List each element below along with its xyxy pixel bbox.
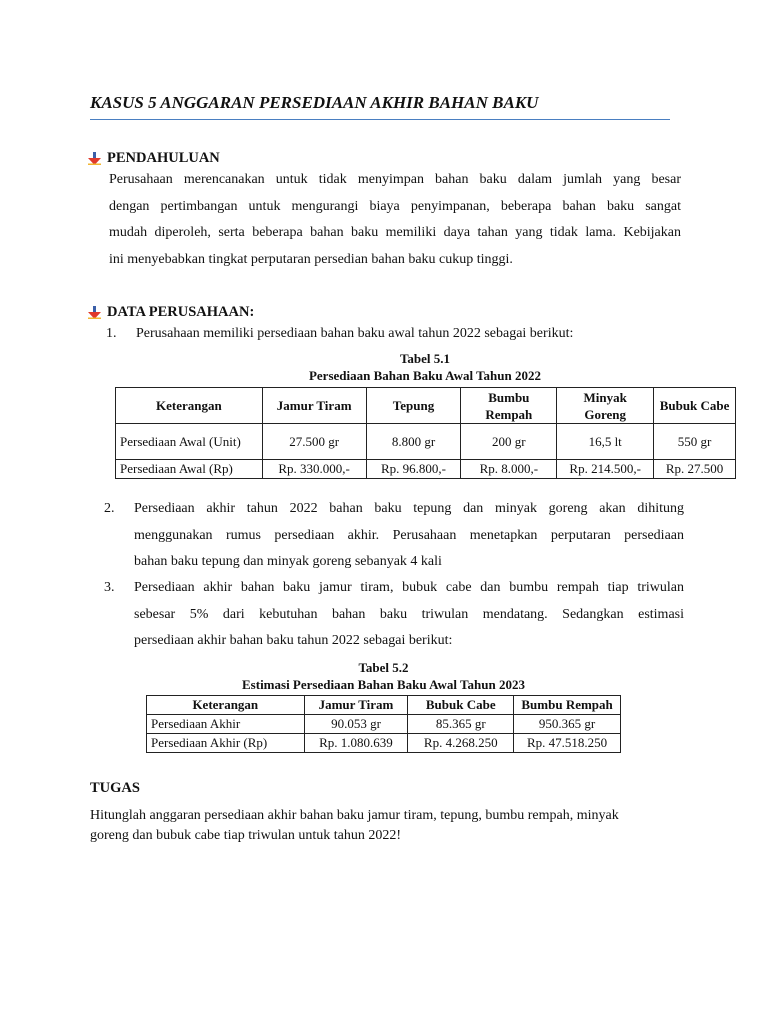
title-underline [90, 119, 670, 120]
paragraph-line: ini menyebabkan tingkat perputaran persedian bahan baku cukup tinggi. [109, 251, 513, 267]
pendahuluan-paragraph [109, 167, 681, 273]
pendahuluan-heading: PENDAHULUAN [107, 150, 220, 166]
paragraph-line: Perusahaan merencanakan untuk tidak menyimpan bahan baku dalam jumlah yang besar [109, 172, 681, 187]
data-perusahaan-heading: DATA PERUSAHAAN: [107, 304, 255, 320]
table-cell: Persediaan Awal (Rp) [116, 460, 263, 479]
table-row [116, 424, 736, 460]
list-item-1 [106, 321, 686, 348]
table-row [116, 460, 736, 479]
paragraph-line: dengan pertimbangan untuk mengurangi biaya penyimpanan, beberapa bahan baku sangat [109, 198, 681, 214]
list-item-text: Perusahaan memiliki persediaan bahan baku awal tahun 2022 sebagai berikut: [136, 326, 574, 341]
table-header-cell: Bumbu Rempah [461, 388, 557, 424]
table-cell: 200 gr [461, 424, 557, 460]
tugas-paragraph [90, 806, 690, 846]
table-estimasi-persediaan [146, 695, 621, 753]
table2-caption-number: Tabel 5.2 [358, 660, 409, 675]
table-cell: Persediaan Awal (Unit) [116, 424, 263, 460]
table-header-cell: Jamur Tiram [262, 388, 366, 424]
table-cell: Rp. 96.800,- [366, 460, 461, 479]
table2-caption [146, 659, 621, 693]
pendahuluan-heading-row [88, 150, 220, 167]
paragraph-line: sebesar 5% dari kebutuhan bahan baku triwulan mendatang. Sedangkan estimasi [134, 606, 684, 622]
table-cell: Rp. 47.518.250 [514, 734, 621, 753]
table-cell: 8.800 gr [366, 424, 461, 460]
list-number: 1. [106, 326, 117, 341]
data-perusahaan-heading-row [88, 304, 254, 321]
table-row [147, 734, 621, 753]
down-arrow-bullet-icon [88, 306, 101, 319]
table-persediaan-awal [115, 387, 736, 479]
table-cell: 27.500 gr [262, 424, 366, 460]
down-arrow-bullet-icon [88, 152, 101, 165]
table1-caption-number: Tabel 5.1 [399, 351, 451, 366]
table-cell: Rp. 8.000,- [461, 460, 557, 479]
table-row [147, 715, 621, 734]
paragraph-line: mudah diperoleh, serta beberapa bahan baku memiliki daya tahan yang tidak lama. Kebijakan [109, 225, 681, 240]
list-number: 3. [104, 580, 115, 595]
table-cell: Rp. 27.500 [654, 460, 736, 479]
table-cell: 85.365 gr [408, 715, 514, 734]
document-title: KASUS 5 ANGGARAN PERSEDIAAN AKHIR BAHAN BAKU [90, 93, 539, 112]
table1-caption [115, 350, 735, 384]
table-cell: Rp. 1.080.639 [304, 734, 408, 753]
table-header-row [116, 388, 736, 424]
paragraph-line: bahan baku tepung dan minyak goreng sebanyak 4 kali [134, 554, 442, 569]
table-header-cell: Keterangan [116, 388, 263, 424]
list-number: 2. [104, 501, 115, 516]
paragraph-line: Hitunglah anggaran persediaan akhir bahan baku jamur tiram, tepung, bumbu rempah, minyak [90, 808, 619, 823]
table-header-cell: Keterangan [147, 696, 305, 715]
paragraph-line: goreng dan bubuk cabe tiap triwulan untuk tahun 2022! [90, 828, 402, 843]
paragraph-line: menggunakan rumus persediaan akhir. Perusahaan menetapkan perputaran persediaan [134, 527, 684, 543]
table-cell: Persediaan Akhir [147, 715, 305, 734]
list-item-text [134, 575, 684, 655]
table-header-row [147, 696, 621, 715]
table-cell: 16,5 lt [557, 424, 654, 460]
table-cell: 90.053 gr [304, 715, 408, 734]
table1-caption-title: Persediaan Bahan Baku Awal Tahun 2022 [308, 368, 542, 383]
table-header-cell: Minyak Goreng [557, 388, 654, 424]
table-header-cell: Tepung [366, 388, 461, 424]
tugas-heading: TUGAS [90, 780, 140, 796]
table-header-cell: Jamur Tiram [304, 696, 408, 715]
table-header-cell: Bumbu Rempah [514, 696, 621, 715]
table-cell: Rp. 330.000,- [262, 460, 366, 479]
table-cell: 950.365 gr [514, 715, 621, 734]
table-cell: 550 gr [654, 424, 736, 460]
list-item-2 [104, 496, 684, 576]
table-cell: Persediaan Akhir (Rp) [147, 734, 305, 753]
table-header-cell: Bubuk Cabe [654, 388, 736, 424]
table-cell: Rp. 214.500,- [557, 460, 654, 479]
paragraph-line: Persediaan akhir tahun 2022 bahan baku tepung dan minyak goreng akan dihitung [134, 501, 684, 516]
table-header-cell: Bubuk Cabe [408, 696, 514, 715]
paragraph-line: persediaan akhir bahan baku tahun 2022 sebagai berikut: [134, 633, 453, 648]
paragraph-line: Persediaan akhir bahan baku jamur tiram, bubuk cabe dan bumbu rempah tiap triwulan [134, 580, 684, 595]
list-item-text [134, 496, 684, 576]
list-item-3 [104, 575, 684, 655]
table2-caption-title: Estimasi Persediaan Bahan Baku Awal Tahun 2023 [242, 677, 525, 692]
table-cell: Rp. 4.268.250 [408, 734, 514, 753]
